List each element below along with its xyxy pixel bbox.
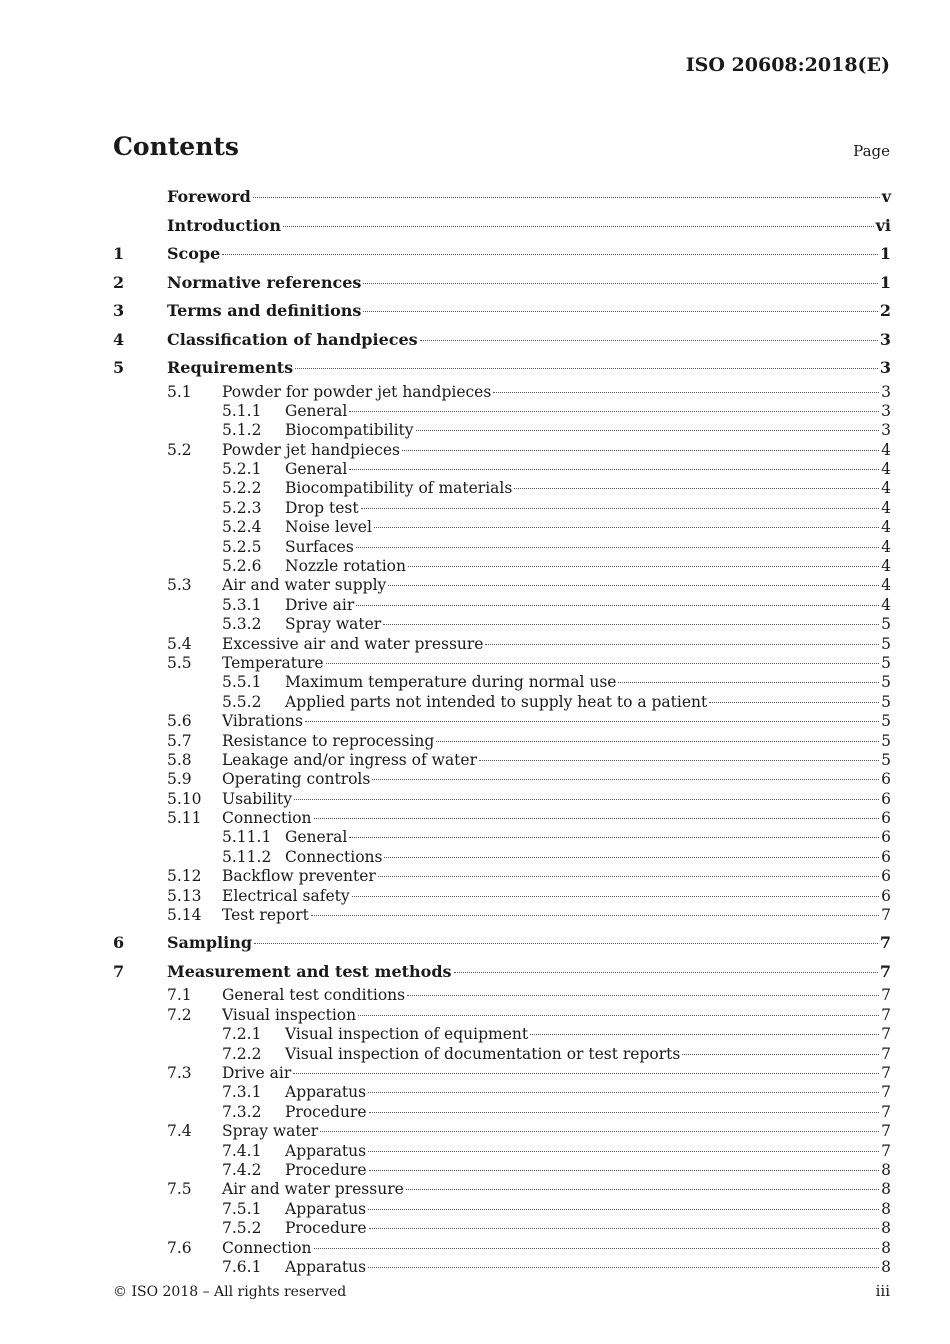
- dot-leader: [363, 283, 877, 284]
- toc-entry-page: 4: [881, 557, 891, 576]
- dot-leader: [369, 1170, 880, 1171]
- toc-entry-page: 5: [881, 673, 891, 692]
- dot-leader: [374, 527, 879, 528]
- toc-entry-page: 5: [881, 731, 891, 750]
- toc-entry-title: Vibrations: [222, 712, 303, 731]
- toc-entry-title: Requirements: [167, 358, 294, 377]
- toc-entry-number: 1: [113, 244, 125, 263]
- toc-entry-number: 7.6.1: [222, 1257, 262, 1276]
- toc-entry-title: Measurement and test methods: [167, 961, 452, 981]
- toc-entry-page: 2: [879, 301, 891, 320]
- dot-leader: [305, 721, 879, 722]
- toc-entry[interactable]: [113, 867, 891, 886]
- toc-entry-title: Applied parts not intended to supply heat to a patient: [285, 692, 708, 711]
- toc-entry[interactable]: [113, 212, 891, 241]
- table-of-contents: [113, 183, 891, 1277]
- dot-leader: [293, 1073, 879, 1074]
- toc-entry-page: 4: [881, 595, 891, 614]
- toc-entry[interactable]: [113, 693, 891, 712]
- dot-leader: [349, 837, 879, 838]
- toc-entry[interactable]: [113, 402, 891, 421]
- toc-entry-page: 4: [881, 576, 891, 595]
- toc-entry-title: Procedure: [285, 1219, 367, 1238]
- dot-leader: [314, 818, 880, 819]
- toc-entry-number: 5.2.6: [222, 557, 262, 576]
- dot-leader: [368, 1267, 879, 1268]
- dot-leader: [349, 411, 879, 412]
- dot-leader: [408, 566, 879, 567]
- dot-leader: [326, 663, 880, 664]
- toc-entry-title: Visual inspection of equipment: [285, 1025, 529, 1044]
- toc-entry[interactable]: [113, 1122, 891, 1141]
- document-id: ISO 20608:2018(E): [685, 54, 890, 76]
- dot-leader: [314, 1248, 880, 1249]
- toc-entry-title: General test conditions: [222, 986, 406, 1005]
- dot-leader: [378, 876, 879, 877]
- dot-leader: [384, 857, 879, 858]
- toc-entry-number: 5.6: [167, 712, 192, 731]
- dot-leader: [294, 799, 879, 800]
- toc-entry-number: 7.3.2: [222, 1102, 262, 1121]
- toc-entry[interactable]: [113, 269, 891, 298]
- dot-leader: [253, 197, 880, 198]
- toc-entry-page: 7: [881, 1122, 891, 1141]
- dot-leader: [402, 450, 879, 451]
- toc-entry-title: Excessive air and water pressure: [222, 634, 484, 653]
- toc-entry-page: v: [881, 187, 891, 206]
- toc-entry-page: 4: [881, 518, 891, 537]
- page-column-label: Page: [853, 142, 890, 160]
- toc-entry-page: 6: [881, 828, 891, 847]
- toc-entry-number: 5.9: [167, 770, 192, 789]
- toc-entry-title: Biocompatibility: [285, 421, 414, 440]
- toc-entry-number: 5.7: [167, 731, 192, 750]
- toc-entry-page: 4: [881, 498, 891, 517]
- toc-entry-title: Visual inspection: [222, 1005, 357, 1024]
- toc-entry-title: Drive air: [222, 1064, 292, 1082]
- toc-entry[interactable]: [113, 1083, 891, 1102]
- toc-entry-page: 6: [881, 789, 891, 808]
- toc-entry-title: Scope: [167, 244, 221, 263]
- toc-entry[interactable]: [113, 1142, 891, 1161]
- toc-entry-number: 7: [113, 961, 125, 981]
- toc-entry-title: Drive air: [285, 595, 355, 614]
- toc-entry[interactable]: [113, 557, 891, 576]
- toc-entry-number: 5.5.1: [222, 673, 262, 692]
- dot-leader: [311, 915, 879, 916]
- toc-entry-page: 5: [881, 712, 891, 731]
- dot-leader: [361, 508, 880, 509]
- toc-entry-page: 6: [881, 770, 891, 789]
- toc-entry[interactable]: [113, 538, 891, 557]
- toc-entry-number: 7.3.1: [222, 1083, 262, 1102]
- toc-entry-page: 8: [881, 1180, 891, 1199]
- toc-entry-number: 5: [113, 358, 125, 377]
- toc-entry-page: 7: [879, 961, 891, 981]
- toc-entry-number: 5.5.2: [222, 692, 262, 711]
- dot-leader: [283, 226, 874, 227]
- toc-entry-title: Usability: [222, 789, 293, 808]
- toc-entry-title: Connection: [222, 1238, 312, 1257]
- toc-entry-page: 6: [881, 847, 891, 866]
- toc-entry-title: General: [285, 828, 348, 847]
- toc-entry[interactable]: [113, 421, 891, 440]
- toc-entry[interactable]: [113, 383, 891, 402]
- toc-entry-number: 3: [113, 301, 125, 320]
- toc-entry-title: Operating controls: [222, 770, 371, 789]
- toc-entry-page: 4: [881, 460, 891, 479]
- toc-entry-title: Temperature: [222, 653, 324, 672]
- toc-entry-title: Powder jet handpieces: [222, 440, 400, 459]
- toc-entry[interactable]: [113, 326, 891, 355]
- toc-entry-title: Biocompatibility of materials: [285, 479, 513, 498]
- toc-entry-title: Apparatus: [285, 1199, 367, 1218]
- dot-leader: [388, 585, 879, 586]
- toc-entry-title: Terms and definitions: [167, 301, 362, 320]
- toc-entry[interactable]: [113, 441, 891, 460]
- toc-entry[interactable]: [113, 518, 891, 537]
- toc-entry-number: 7.5: [167, 1180, 192, 1199]
- dot-leader: [369, 1112, 880, 1113]
- toc-entry[interactable]: [113, 751, 891, 770]
- toc-entry-title: Visual inspection of documentation or test reports: [285, 1044, 681, 1063]
- dot-leader: [295, 368, 878, 369]
- toc-entry-title: Procedure: [285, 1160, 367, 1179]
- toc-entry[interactable]: [113, 460, 891, 479]
- toc-entry-number: 7.5.2: [222, 1219, 262, 1238]
- toc-entry-page: 1: [879, 244, 891, 263]
- toc-entry-title: Spray water: [222, 1122, 319, 1141]
- toc-entry[interactable]: [113, 1200, 891, 1219]
- toc-entry-title: Spray water: [285, 615, 382, 634]
- toc-entry[interactable]: [113, 297, 891, 326]
- toc-entry[interactable]: [113, 770, 891, 789]
- toc-entry-number: 7.3: [167, 1064, 192, 1082]
- toc-entry-page: 5: [881, 615, 891, 634]
- toc-entry[interactable]: [113, 1006, 891, 1025]
- toc-entry-number: 7.5.1: [222, 1199, 262, 1218]
- toc-entry-number: 7.4: [167, 1122, 192, 1141]
- toc-entry[interactable]: [113, 499, 891, 518]
- toc-entry-title: Sampling: [167, 933, 253, 953]
- toc-entry-title: Noise level: [285, 518, 372, 537]
- dot-leader: [363, 311, 877, 312]
- toc-entry-title: Connections: [285, 847, 383, 866]
- toc-entry-title: Normative references: [167, 272, 362, 292]
- toc-entry-number: 2: [113, 272, 125, 292]
- dot-leader: [514, 488, 879, 489]
- dot-leader: [369, 1228, 880, 1229]
- toc-entry-number: 7.2.1: [222, 1025, 262, 1044]
- toc-entry[interactable]: [113, 354, 891, 383]
- toc-entry-page: 7: [881, 1141, 891, 1160]
- toc-entry-number: 5.8: [167, 750, 192, 769]
- toc-entry-title: Electrical safety: [222, 886, 350, 905]
- toc-entry-title: Maximum temperature during normal use: [285, 673, 617, 692]
- toc-entry-title: Air and water pressure: [222, 1180, 404, 1199]
- toc-entry-page: 5: [881, 653, 891, 672]
- toc-entry-title: Nozzle rotation: [285, 557, 406, 576]
- dot-leader: [709, 702, 879, 703]
- toc-entry[interactable]: [113, 479, 891, 498]
- toc-entry-page: 4: [881, 537, 891, 556]
- toc-entry-title: Apparatus: [285, 1141, 367, 1160]
- toc-entry-number: 5.2: [167, 440, 192, 459]
- toc-entry-number: 5.11: [167, 809, 202, 828]
- toc-entry[interactable]: [113, 1025, 891, 1044]
- dot-leader: [479, 760, 879, 761]
- toc-entry-page: 8: [881, 1257, 891, 1276]
- toc-entry-page: 5: [881, 692, 891, 711]
- contents-title: Contents: [113, 132, 240, 161]
- toc-entry-number: 5.2.1: [222, 460, 262, 479]
- dot-leader: [485, 644, 879, 645]
- dot-leader: [436, 741, 879, 742]
- toc-entry-title: Powder for powder jet handpieces: [222, 382, 492, 401]
- toc-entry-number: 4: [113, 329, 125, 349]
- toc-entry-number: 5.2.4: [222, 518, 262, 537]
- toc-entry-page: 7: [881, 1064, 891, 1082]
- toc-entry-page: 7: [881, 1083, 891, 1102]
- toc-entry-page: 7: [881, 1025, 891, 1044]
- toc-entry-page: 1: [879, 272, 891, 292]
- toc-entry-number: 5.5: [167, 653, 192, 672]
- toc-entry-number: 5.3.1: [222, 595, 262, 614]
- toc-entry-title: Drop test: [285, 498, 359, 517]
- toc-entry-page: 3: [881, 401, 891, 420]
- dot-leader: [416, 430, 880, 431]
- toc-entry-number: 6: [113, 933, 125, 953]
- dot-leader: [454, 972, 878, 973]
- toc-entry-title: Classification of handpieces: [167, 329, 418, 349]
- dot-leader: [372, 779, 879, 780]
- toc-entry-page: vi: [875, 215, 891, 235]
- toc-entry-page: 8: [881, 1219, 891, 1238]
- toc-entry-page: 7: [881, 1044, 891, 1063]
- page-number: iii: [875, 1282, 890, 1300]
- toc-entry-page: 3: [881, 421, 891, 440]
- dot-leader: [222, 254, 878, 255]
- dot-leader: [383, 624, 879, 625]
- toc-entry[interactable]: [113, 673, 891, 692]
- toc-entry-number: 5.11.1: [222, 828, 272, 847]
- toc-entry-number: 7.1: [167, 986, 192, 1005]
- toc-entry-title: Leakage and/or ingress of water: [222, 750, 477, 769]
- toc-entry[interactable]: [113, 790, 891, 809]
- toc-entry-title: Resistance to reprocessing: [222, 731, 435, 750]
- toc-entry[interactable]: [113, 576, 891, 595]
- toc-entry[interactable]: [113, 635, 891, 654]
- toc-entry-page: 8: [881, 1238, 891, 1257]
- toc-entry-number: 5.11.2: [222, 847, 272, 866]
- toc-entry[interactable]: [113, 240, 891, 269]
- toc-entry-title: Backflow preventer: [222, 867, 376, 886]
- toc-entry-title: Air and water supply: [222, 576, 387, 595]
- dot-leader: [682, 1054, 879, 1055]
- toc-entry-title: General: [285, 401, 348, 420]
- toc-entry-page: 8: [881, 1160, 891, 1179]
- toc-entry[interactable]: [113, 654, 891, 673]
- toc-entry-number: 5.10: [167, 789, 202, 808]
- toc-entry-number: 7.6: [167, 1238, 192, 1257]
- toc-entry[interactable]: [113, 183, 891, 212]
- toc-entry[interactable]: [113, 596, 891, 615]
- dot-leader: [368, 1209, 879, 1210]
- toc-entry-number: 5.12: [167, 867, 202, 886]
- toc-entry[interactable]: [113, 1239, 891, 1258]
- toc-entry-number: 5.1.2: [222, 421, 262, 440]
- toc-entry-page: 4: [881, 479, 891, 498]
- toc-entry[interactable]: [113, 1258, 891, 1277]
- toc-entry-number: 5.13: [167, 886, 202, 905]
- toc-entry-page: 7: [881, 1102, 891, 1121]
- toc-entry[interactable]: [113, 1161, 891, 1180]
- toc-entry-page: 7: [881, 906, 891, 925]
- toc-entry-number: 5.3: [167, 576, 192, 595]
- dot-leader: [254, 943, 878, 944]
- toc-entry-title: Surfaces: [285, 537, 354, 556]
- toc-entry-number: 5.4: [167, 634, 192, 653]
- dot-leader: [356, 547, 879, 548]
- toc-entry-number: 7.4.1: [222, 1141, 262, 1160]
- toc-entry-page: 8: [881, 1199, 891, 1218]
- dot-leader: [356, 605, 879, 606]
- dot-leader: [420, 340, 878, 341]
- dot-leader: [320, 1131, 879, 1132]
- toc-entry-number: 5.2.2: [222, 479, 262, 498]
- toc-entry-page: 7: [881, 986, 891, 1005]
- toc-entry[interactable]: [113, 615, 891, 634]
- toc-entry-page: 4: [881, 440, 891, 459]
- toc-entry-page: 7: [881, 1005, 891, 1024]
- dot-leader: [530, 1034, 879, 1035]
- toc-entry[interactable]: [113, 986, 891, 1005]
- dot-leader: [618, 682, 879, 683]
- toc-entry[interactable]: [113, 1180, 891, 1199]
- toc-entry-page: 3: [879, 358, 891, 377]
- copyright-notice: © ISO 2018 – All rights reserved: [113, 1284, 347, 1300]
- dot-leader: [358, 1015, 879, 1016]
- toc-entry-title: Apparatus: [285, 1083, 367, 1102]
- toc-entry[interactable]: [113, 712, 891, 731]
- toc-entry[interactable]: [113, 1103, 891, 1122]
- toc-entry-page: 6: [881, 886, 891, 905]
- toc-entry-title: Procedure: [285, 1102, 367, 1121]
- toc-entry-page: 6: [881, 867, 891, 886]
- toc-entry[interactable]: [113, 929, 891, 958]
- toc-entry[interactable]: [113, 887, 891, 906]
- toc-entry-number: 5.1.1: [222, 401, 262, 420]
- toc-entry-number: 5.14: [167, 906, 202, 925]
- toc-entry-title: Foreword: [167, 187, 251, 206]
- toc-entry[interactable]: [113, 732, 891, 751]
- dot-leader: [407, 995, 879, 996]
- toc-entry[interactable]: [113, 958, 891, 987]
- toc-entry-title: General: [285, 460, 348, 479]
- toc-entry-title: Apparatus: [285, 1257, 367, 1276]
- dot-leader: [368, 1092, 879, 1093]
- toc-entry-number: 7.2: [167, 1005, 192, 1024]
- toc-entry-number: 5.1: [167, 382, 192, 401]
- toc-entry-number: 7.2.2: [222, 1044, 262, 1063]
- toc-entry-page: 5: [881, 750, 891, 769]
- toc-entry-page: 3: [879, 329, 891, 349]
- toc-entry[interactable]: [113, 1045, 891, 1064]
- dot-leader: [349, 469, 879, 470]
- toc-entry[interactable]: [113, 1064, 891, 1083]
- toc-entry-number: 5.2.5: [222, 537, 262, 556]
- toc-entry-number: 5.2.3: [222, 498, 262, 517]
- dot-leader: [406, 1189, 879, 1190]
- toc-entry-title: Connection: [222, 809, 312, 828]
- dot-leader: [352, 896, 880, 897]
- toc-entry-title: Introduction: [167, 215, 281, 235]
- dot-leader: [368, 1151, 879, 1152]
- toc-entry-page: 6: [881, 809, 891, 828]
- toc-entry[interactable]: [113, 828, 891, 847]
- toc-entry[interactable]: [113, 906, 891, 925]
- toc-entry-page: 3: [881, 382, 891, 401]
- toc-entry-number: 7.4.2: [222, 1160, 262, 1179]
- toc-entry[interactable]: [113, 809, 891, 828]
- toc-entry-number: 5.3.2: [222, 615, 262, 634]
- toc-entry-page: 5: [881, 634, 891, 653]
- toc-entry[interactable]: [113, 848, 891, 867]
- toc-entry-page: 7: [879, 933, 891, 953]
- toc-entry[interactable]: [113, 1219, 891, 1238]
- dot-leader: [493, 392, 879, 393]
- toc-entry-title: Test report: [222, 906, 309, 925]
